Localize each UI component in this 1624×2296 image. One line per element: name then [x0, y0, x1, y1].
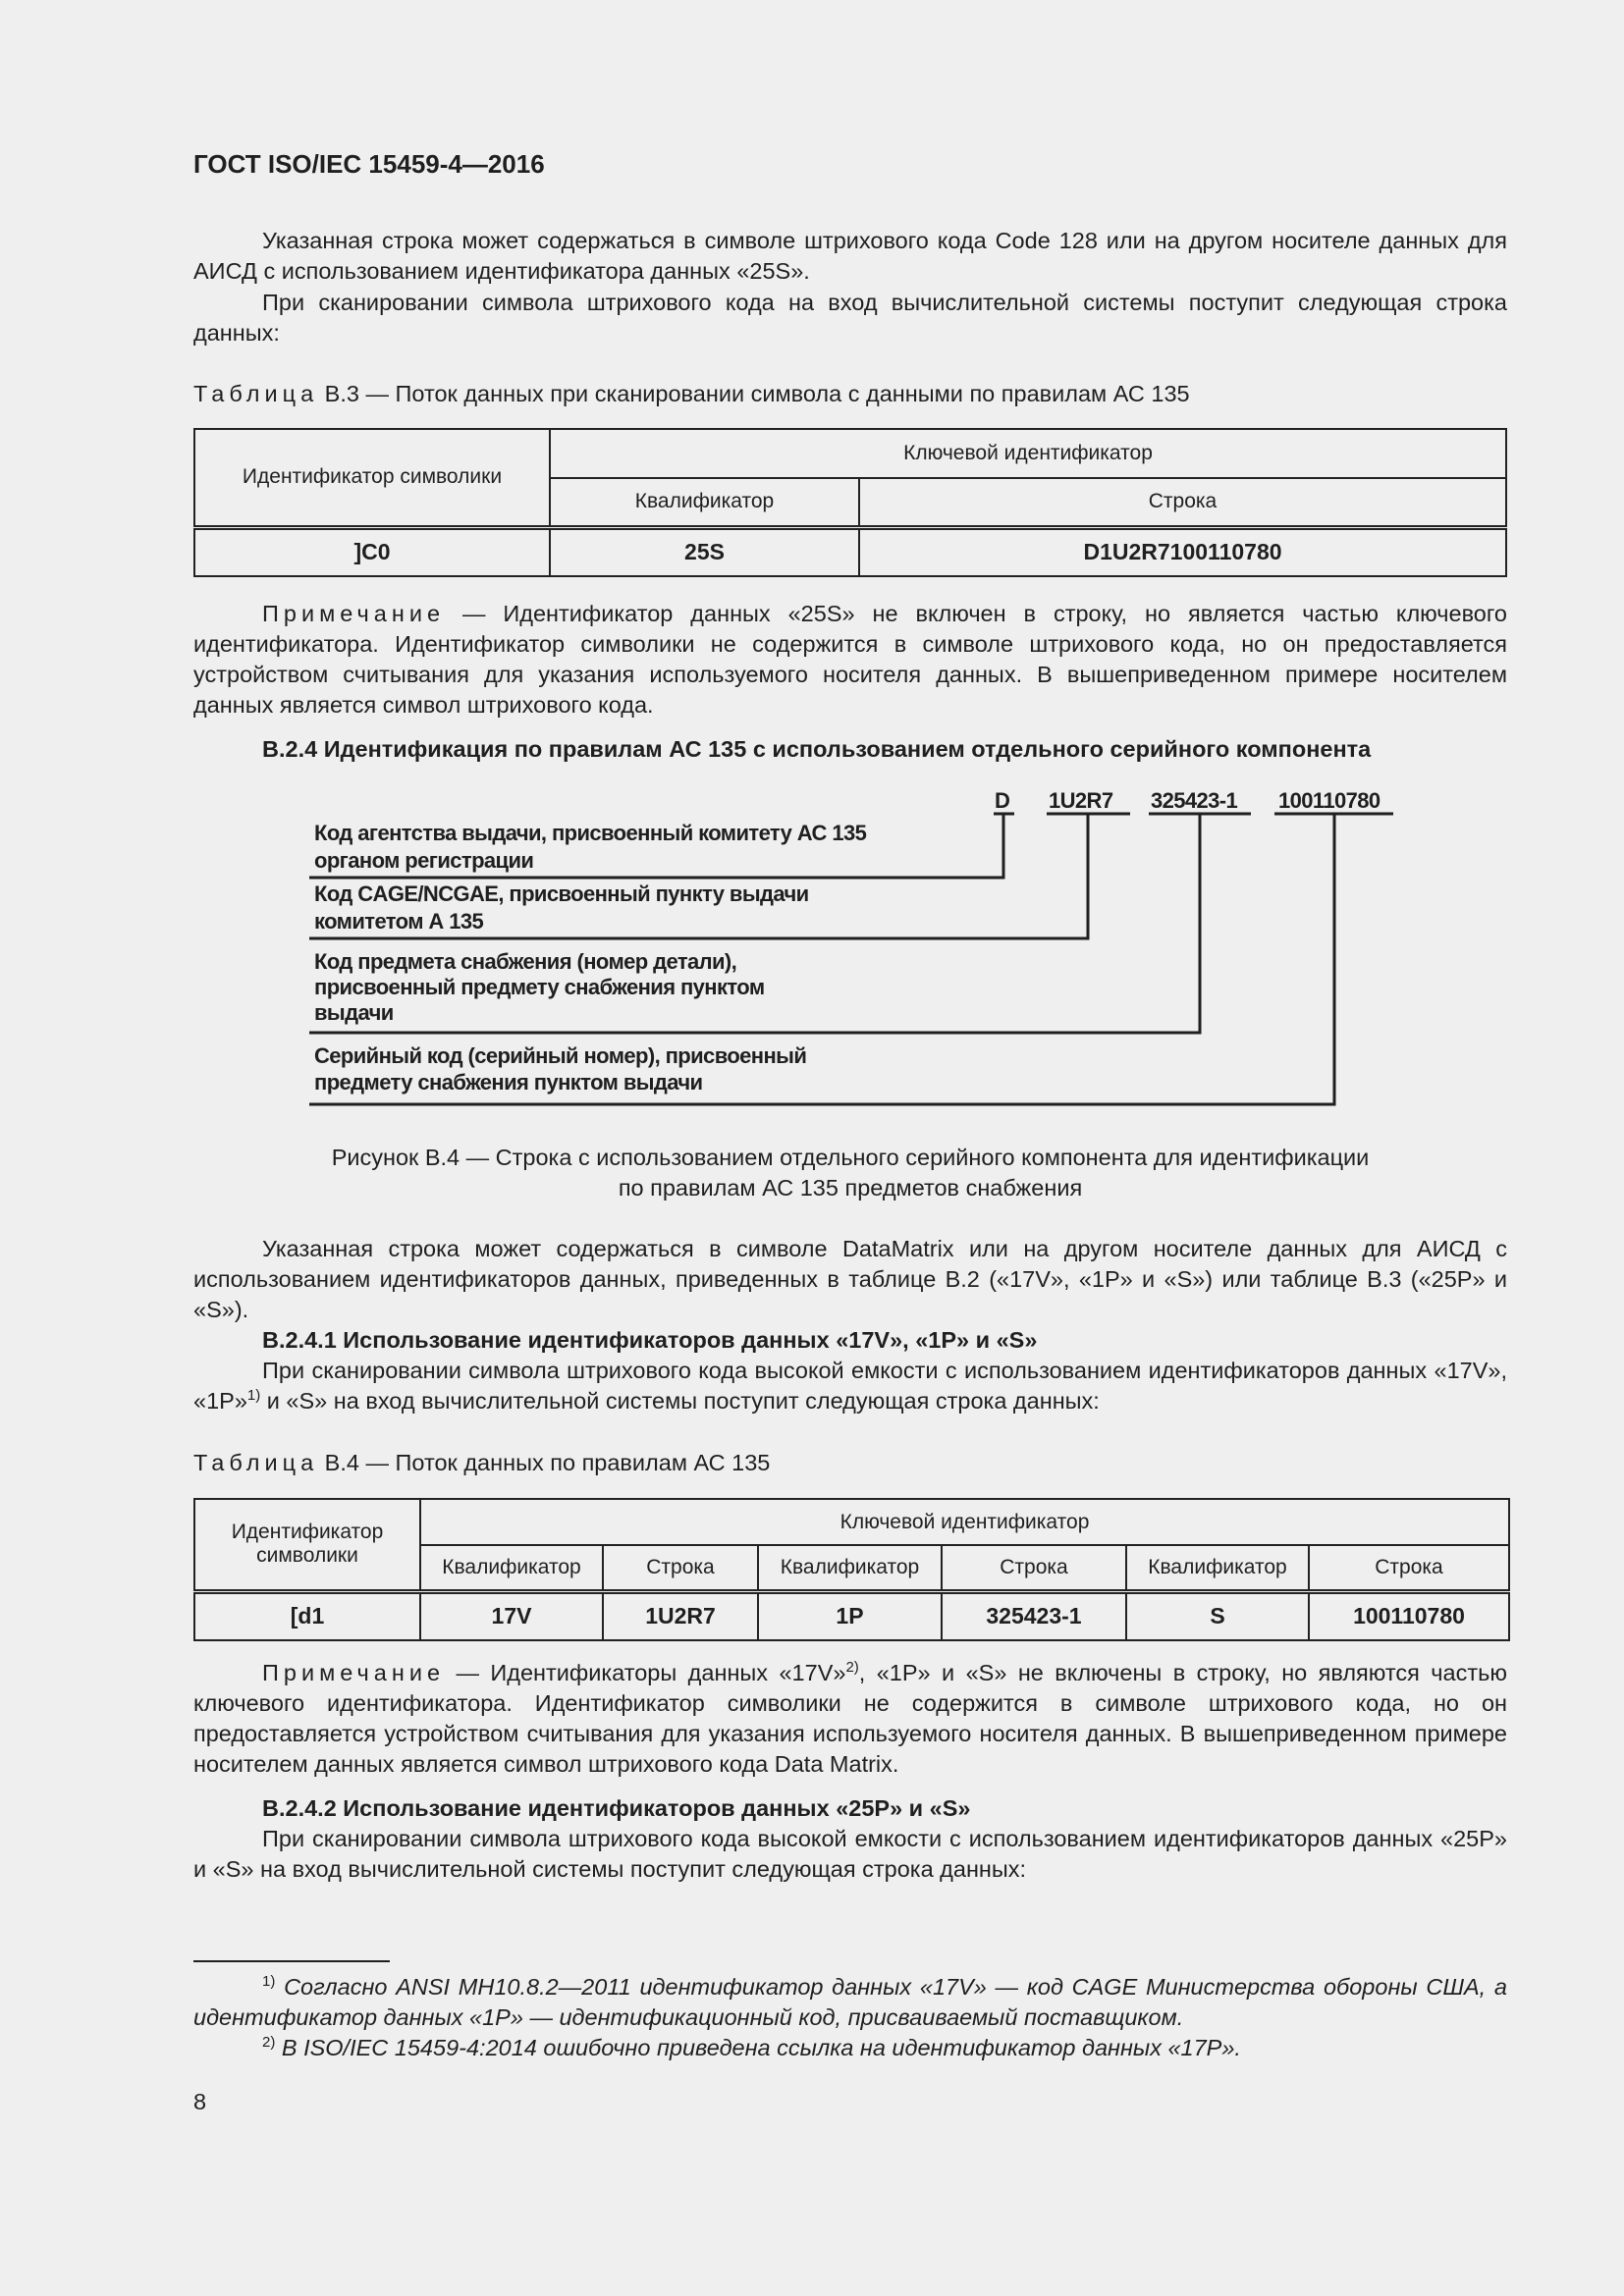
- paragraph: При сканировании символа штрихового кода на вход вычислительной системы поступит следующая строка данных:: [193, 290, 1507, 346]
- footnote-text: Согласно ANSI MH10.8.2—2011 идентификатор данных «17V» — код CAGE Министерства обороны США, а идентификатор данных «1P» — идентификационный код, присваиваемый поставщиком.: [193, 1974, 1507, 2030]
- header-symbology-id: Идентификатор символики: [194, 1499, 420, 1591]
- figure-label: предмету снабжения пунктом выдачи: [314, 1070, 703, 1095]
- header-qualifier: Квалификатор: [758, 1545, 942, 1591]
- figure-code-part: 325423-1: [1151, 788, 1238, 813]
- document-header: ГОСТ ISO/IEC 15459-4—2016: [193, 149, 545, 179]
- figure-code-serial: 100110780: [1278, 788, 1380, 813]
- footnote-ref: 2): [845, 1659, 859, 1676]
- table-caption-text: В.4 — Поток данных по правилам АС 135: [318, 1450, 771, 1475]
- header-string: Строка: [1309, 1545, 1509, 1591]
- paragraph: [193, 1356, 1507, 1416]
- note-text: , «1P» и «S» не включены в строку, но являются частью ключевого идентификатора. Идентификатор символики не содержится в символе штрихового кода, но он предоставляется устройством считывания для указания используемого носителя данных. В вышеприведенном примере носителем данных является символ штрихового кода Data Matrix.: [193, 1660, 1507, 1777]
- header-string: Строка: [942, 1545, 1126, 1591]
- table-caption-text: В.3 — Поток данных при сканировании символа с данными по правилам АС 135: [318, 381, 1190, 406]
- table-cell: [d1: [194, 1591, 420, 1640]
- figure-caption: [193, 1143, 1507, 1203]
- section-heading: В.2.4.1 Использование идентификаторов данных «17V», «1P» и «S»: [262, 1327, 1038, 1353]
- note-label: Примечание: [262, 601, 446, 626]
- figure-code-agency: D: [995, 788, 1010, 813]
- note-label: Примечание: [262, 1660, 446, 1685]
- paragraph-text: и «S» на вход вычислительной системы поступит следующая строка данных:: [260, 1388, 1100, 1414]
- footnote-mark: 2): [262, 2034, 276, 2051]
- figure-caption-line: Рисунок В.4 — Строка с использованием отдельного серийного компонента для идентификации: [331, 1145, 1370, 1170]
- table-cell: D1U2R7100110780: [859, 527, 1506, 576]
- table-cell: 1U2R7: [603, 1591, 758, 1640]
- table-caption-word: Таблица: [193, 381, 319, 406]
- table-caption-word: Таблица: [193, 1450, 319, 1475]
- note: [193, 1658, 1507, 1780]
- figure-code-cage: 1U2R7: [1049, 788, 1113, 813]
- note-text: — Идентификаторы данных «17V»: [445, 1660, 846, 1685]
- figure-label: выдачи: [314, 1000, 394, 1025]
- figure-label: Код предмета снабжения (номер детали),: [314, 949, 737, 974]
- footnote: [193, 2033, 1507, 2063]
- table-cell: 325423-1: [942, 1591, 1126, 1640]
- table-cell: ]C0: [194, 527, 550, 576]
- table-cell: 100110780: [1309, 1591, 1509, 1640]
- table-caption: [193, 1448, 1507, 1478]
- header-qualifier: Квалификатор: [1126, 1545, 1309, 1591]
- header-key-id: Ключевой идентификатор: [420, 1499, 1509, 1545]
- figure-label: Серийный код (серийный номер), присвоенный: [314, 1043, 807, 1068]
- header-string: Строка: [603, 1545, 758, 1591]
- note-text: — Идентификатор данных «25S» не включен в строку, но является частью ключевого идентификатора. Идентификатор символики не содержится в символе штрихового кода, но он предоставляется устройством считывания для указания используемого носителя данных. В вышеприведенном примере носителем данных является символ штрихового кода.: [193, 601, 1507, 718]
- table-cell: 25S: [550, 527, 859, 576]
- figure-label: органом регистрации: [314, 848, 534, 873]
- table-cell: S: [1126, 1591, 1309, 1640]
- header-string: Строка: [859, 478, 1506, 527]
- footnote: [193, 1972, 1507, 2033]
- header-qualifier: Квалификатор: [550, 478, 859, 527]
- paragraph: При сканировании символа штрихового кода высокой емкости с использованием идентификаторов данных «25P» и «S» на вход вычислительной системы поступит следующая строка данных:: [193, 1826, 1507, 1882]
- header-symbology-id: Идентификатор символики: [194, 429, 550, 527]
- paragraph: Указанная строка может содержаться в символе DataMatrix или на другом носителе данных для АИСД с использованием идентификаторов данных, приведенных в таблице В.2 («17V», «1P» и «S») или таблице В.3 («25P» и «S»).: [193, 1236, 1507, 1322]
- page-number: 8: [193, 2089, 207, 2114]
- paragraph: Указанная строка может содержаться в символе штрихового кода Code 128 или на другом носителе данных для АИСД с использованием идентификатора данных «25S».: [193, 228, 1507, 284]
- header-key-id: Ключевой идентификатор: [550, 429, 1506, 478]
- header-qualifier: Квалификатор: [420, 1545, 603, 1591]
- figure-caption-line: по правилам АС 135 предметов снабжения: [618, 1175, 1083, 1201]
- footnote-mark: 1): [262, 1973, 276, 1990]
- table-cell: 1P: [758, 1591, 942, 1640]
- table-cell: 17V: [420, 1591, 603, 1640]
- figure-label: комитетом А 135: [314, 909, 484, 934]
- paragraph-text: При сканировании символа штрихового кода высокой емкости с использованием идентификаторов данных «17V», «1P»: [193, 1358, 1507, 1414]
- footnote-text: В ISO/IEC 15459-4:2014 ошибочно приведена ссылка на идентификатор данных «17P».: [275, 2035, 1241, 2060]
- figure-label: Код агентства выдачи, присвоенный комитету АС 135: [314, 821, 867, 845]
- footnote-separator: [193, 1960, 390, 1962]
- section-heading: В.2.4 Идентификация по правилам АС 135 с использованием отдельного серийного компонента: [262, 736, 1372, 762]
- figure-label: присвоенный предмету снабжения пунктом: [314, 975, 765, 999]
- footnote-ref: 1): [246, 1387, 261, 1404]
- section-heading: В.2.4.2 Использование идентификаторов данных «25P» и «S»: [262, 1795, 971, 1821]
- figure-label: Код CAGE/NCGAE, присвоенный пункту выдачи: [314, 881, 809, 906]
- table-b4: [193, 1498, 1510, 1641]
